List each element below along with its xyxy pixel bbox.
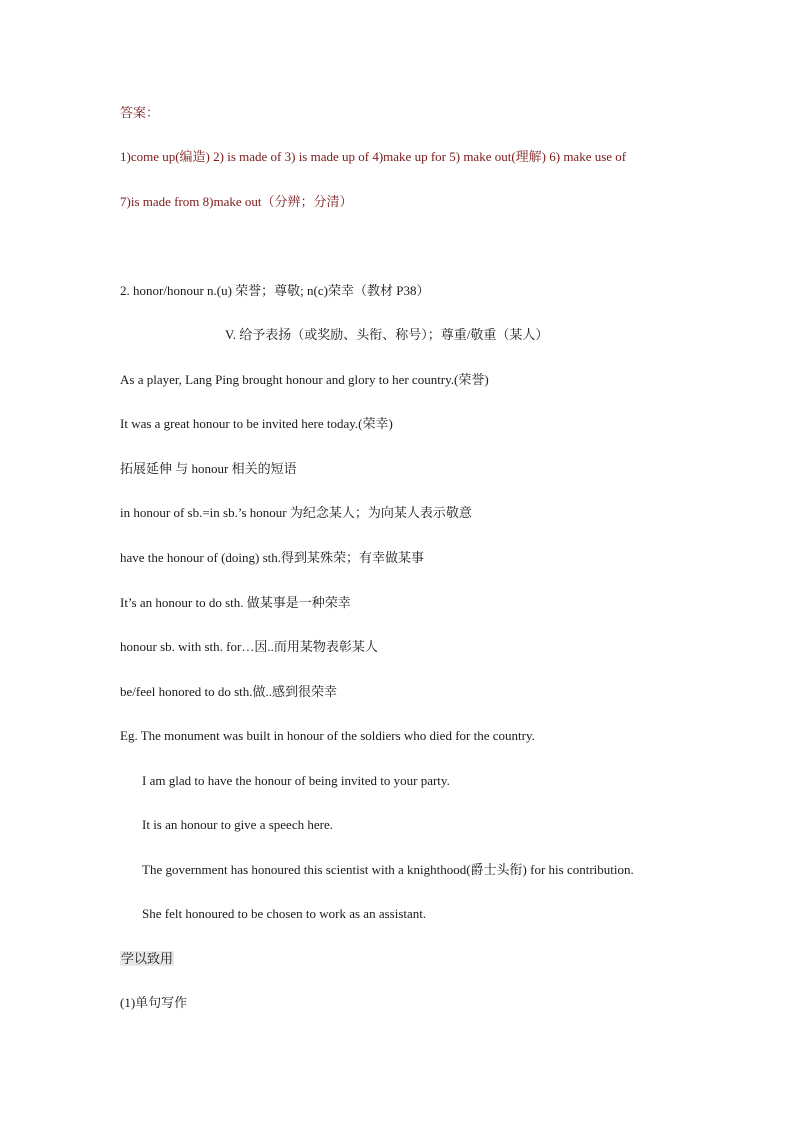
examples-lead: Eg. The monument was built in honour of the soldiers who died for the country. bbox=[120, 728, 535, 743]
phrase-item: have the honour of (doing) sth.得到某殊荣；有幸做某事 bbox=[120, 550, 425, 565]
extension-heading: 拓展延伸 与 honour 相关的短语 bbox=[120, 461, 297, 476]
example-item: It is an honour to give a speech here. bbox=[142, 817, 333, 832]
phrase-item: It’s an honour to do sth. 做某事是一种荣幸 bbox=[120, 595, 351, 610]
answers-line-2: 7)is made from 8)make out（分辨；分清） bbox=[120, 194, 353, 209]
phrase-item: in honour of sb.=in sb.’s honour 为纪念某人；为向某人表示敬意 bbox=[120, 505, 472, 520]
practice-heading bbox=[120, 951, 174, 967]
practice-heading-text: 学以致用 bbox=[121, 951, 174, 966]
phrase-item: be/feel honored to do sth.做..感到很荣幸 bbox=[120, 684, 337, 699]
vocab-entry: 2. honor/honour n.(u) 荣誉；尊敬; n(c)荣幸（教材 P38） bbox=[120, 283, 430, 298]
verb-sense: V. 给予表扬（或奖励、头衔、称号）；尊重/敬重（某人） bbox=[225, 327, 549, 342]
practice-subheading: (1)单句写作 bbox=[120, 995, 188, 1010]
example-item: The government has honoured this scientist with a knighthood(爵士头衔) for his contribution. bbox=[142, 862, 634, 877]
example-sentence-1: As a player, Lang Ping brought honour and glory to her country.(荣誉) bbox=[120, 372, 489, 387]
example-item: She felt honoured to be chosen to work as an assistant. bbox=[142, 906, 427, 921]
example-item: I am glad to have the honour of being invited to your party. bbox=[142, 773, 450, 788]
answers-line-1: 1)come up(编造) 2) is made of 3) is made up of 4)make up for 5) make out(理解) 6) make use of bbox=[120, 149, 627, 164]
phrase-item: honour sb. with sth. for…因..而用某物表彰某人 bbox=[120, 639, 378, 654]
answers-heading: 答案： bbox=[120, 105, 160, 120]
example-sentence-2: It was a great honour to be invited here today.(荣幸) bbox=[120, 416, 393, 431]
